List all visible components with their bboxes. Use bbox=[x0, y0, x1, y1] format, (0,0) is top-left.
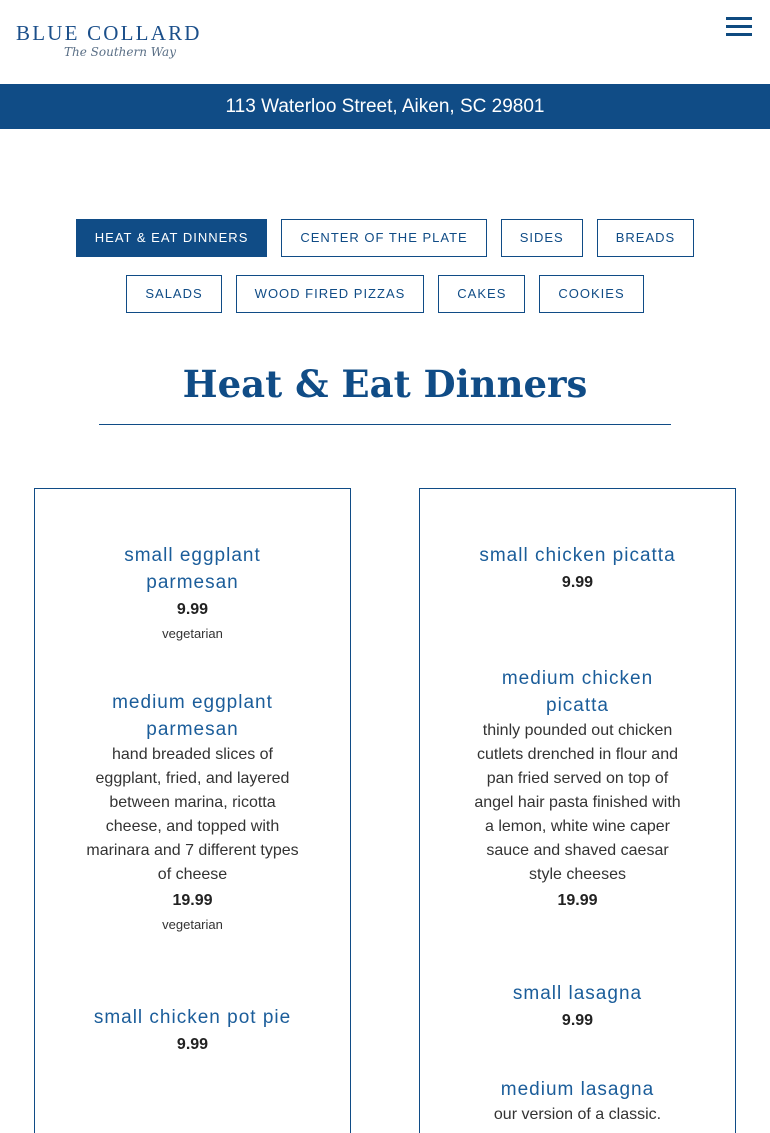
category-center-of-the-plate[interactable]: CENTER OF THE PLATE bbox=[281, 219, 486, 257]
category-row bbox=[0, 219, 770, 257]
item-name: medium eggplant parmesan bbox=[112, 692, 273, 740]
item-name: medium chicken picatta bbox=[501, 668, 654, 716]
category-filter bbox=[0, 219, 770, 331]
menu-item bbox=[35, 1004, 350, 1058]
menu-card-right bbox=[419, 488, 736, 1133]
item-price: 9.99 bbox=[176, 601, 209, 618]
section-title: Heat & Eat Dinners bbox=[182, 362, 588, 406]
logo-wordmark: BLUE COLLARD bbox=[16, 21, 202, 45]
item-name: small lasagna bbox=[512, 983, 643, 1004]
category-salads[interactable]: SALADS bbox=[126, 275, 221, 313]
item-price: 9.99 bbox=[176, 1036, 209, 1053]
category-wood-fired-pizzas[interactable]: WOOD FIRED PIZZAS bbox=[236, 275, 425, 313]
brand-logo[interactable] bbox=[16, 22, 201, 64]
item-price: 9.99 bbox=[561, 574, 594, 591]
item-name: small chicken picatta bbox=[479, 545, 676, 566]
category-cookies[interactable]: COOKIES bbox=[539, 275, 643, 313]
address-bar: 113 Waterloo Street, Aiken, SC 29801 bbox=[0, 84, 770, 129]
item-description: our version of a classic. bbox=[493, 1106, 662, 1123]
menu-item bbox=[420, 1076, 735, 1127]
category-breads[interactable]: BREADS bbox=[597, 219, 694, 257]
item-name: medium lasagna bbox=[500, 1079, 655, 1100]
menu-item bbox=[35, 689, 350, 936]
site-header bbox=[0, 0, 770, 84]
menu-item bbox=[420, 980, 735, 1034]
menu-item bbox=[35, 542, 350, 645]
menu-item bbox=[420, 665, 735, 914]
title-divider bbox=[99, 424, 671, 425]
item-price: 9.99 bbox=[561, 1012, 594, 1029]
category-cakes[interactable]: CAKES bbox=[438, 275, 525, 313]
item-description: thinly pounded out chicken cutlets drenched in flour and pan fried served on top of angel hair pasta finished with a lemon, white wine caper sauce and shaved caesar style cheeses bbox=[474, 722, 681, 883]
category-sides[interactable]: SIDES bbox=[501, 219, 583, 257]
item-tag: vegetarian bbox=[162, 626, 223, 641]
item-price: 19.99 bbox=[172, 892, 213, 909]
item-price: 19.99 bbox=[557, 892, 598, 909]
item-description: hand breaded slices of eggplant, fried, and layered between marina, ricotta cheese, and topped with marinara and 7 different types of cheese bbox=[86, 746, 299, 883]
category-heat-eat-dinners[interactable]: HEAT & EAT DINNERS bbox=[76, 219, 268, 257]
hamburger-icon[interactable] bbox=[726, 17, 752, 39]
item-tag: vegetarian bbox=[162, 917, 223, 932]
menu-item bbox=[420, 542, 735, 596]
item-name: small chicken pot pie bbox=[93, 1007, 292, 1028]
menu-card-left bbox=[34, 488, 351, 1133]
category-row bbox=[0, 275, 770, 313]
item-name: small eggplant parmesan bbox=[124, 545, 261, 593]
logo-tagline: The Southern Way bbox=[64, 45, 176, 59]
